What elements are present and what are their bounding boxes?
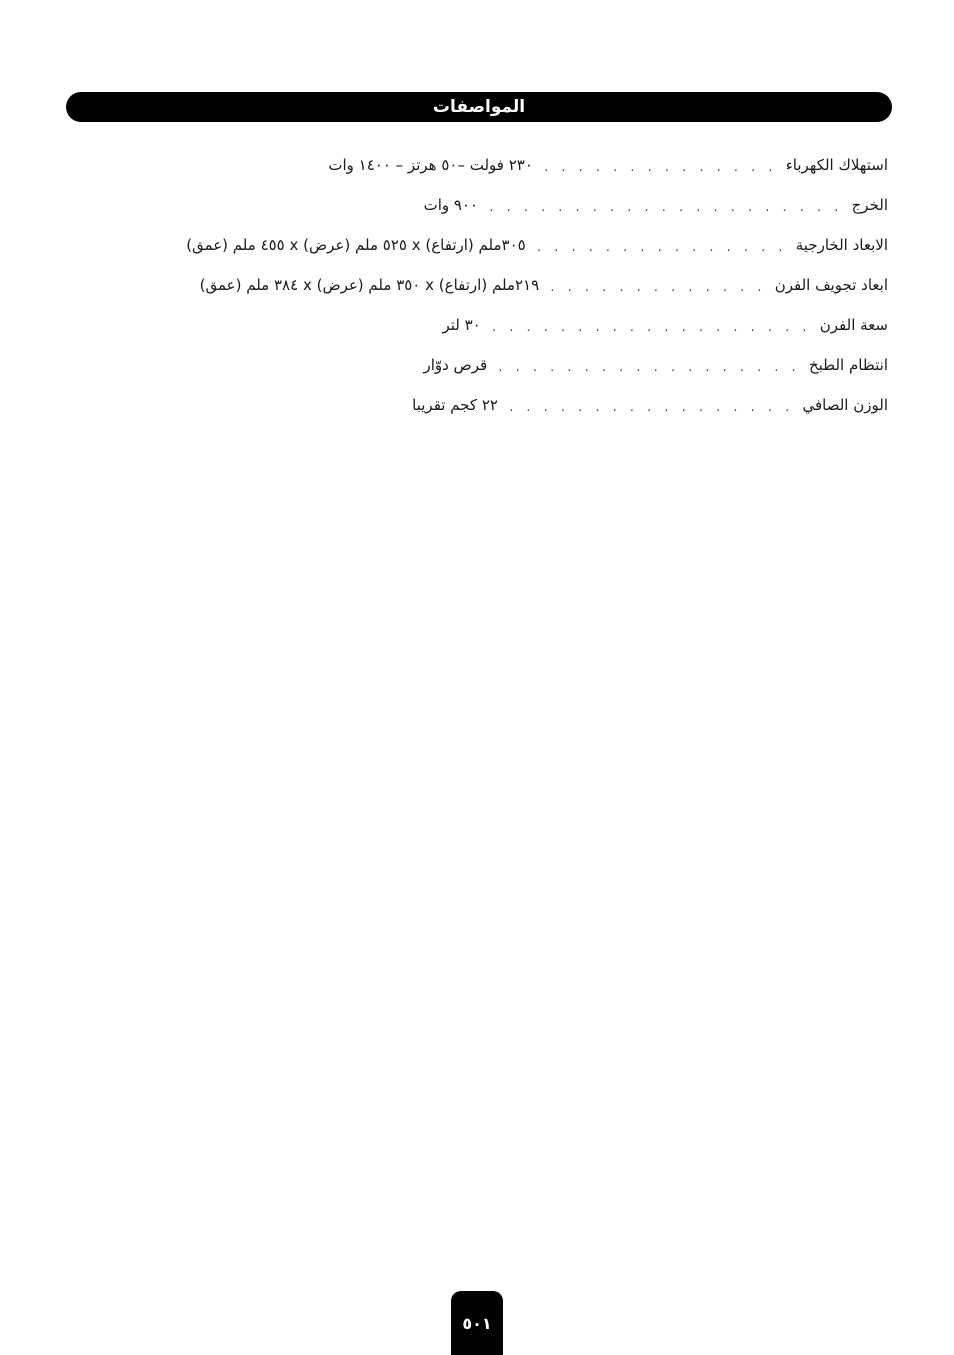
spec-row-outer-dimensions bbox=[188, 225, 888, 265]
spec-row-oven-capacity bbox=[188, 305, 888, 345]
spec-row-net-weight bbox=[188, 385, 888, 425]
section-header-bar bbox=[66, 92, 892, 122]
spec-value: قرص دوّار bbox=[423, 356, 488, 374]
spec-label: سعة الفرن bbox=[819, 316, 888, 334]
spec-label: الابعاد الخارجية bbox=[795, 236, 888, 254]
spec-label: الخرج bbox=[851, 196, 888, 214]
spec-value: ٢٣٠ فولت –٥٠ هرتز – ١٤٠٠ وات bbox=[328, 156, 533, 174]
spec-value: ٣٠ لتر bbox=[442, 316, 481, 334]
spec-label: ابعاد تجويف الفرن bbox=[774, 276, 888, 294]
spec-label: الوزن الصافي bbox=[802, 396, 888, 414]
page-number: ٥٠١ bbox=[462, 1313, 492, 1333]
spec-row-cavity-dimensions bbox=[188, 265, 888, 305]
spec-label: استهلاك الكهرباء bbox=[785, 156, 888, 174]
spec-value: ٢٢ كجم تقريبا bbox=[412, 396, 498, 414]
spec-row-output bbox=[188, 185, 888, 225]
page-title: المواصفات bbox=[432, 97, 526, 117]
dot-leader: . . . . . . . . . . . . . . . . . . bbox=[497, 360, 799, 374]
spec-label: انتظام الطبخ bbox=[808, 356, 888, 374]
dot-leader: . . . . . . . . . . . . . . . . . . . . . bbox=[488, 200, 842, 214]
spec-value: ٢١٩ملم (ارتفاع) x ٣٥٠ ملم (عرض) x ٣٨٤ ملم (عمق) bbox=[199, 276, 540, 294]
dot-leader: . . . . . . . . . . . . . bbox=[549, 280, 765, 294]
specifications-list bbox=[188, 145, 888, 425]
dot-leader: . . . . . . . . . . . . . . . . . . . bbox=[490, 320, 810, 334]
spec-value: ٩٠٠ وات bbox=[423, 196, 479, 214]
spec-row-power-consumption bbox=[188, 145, 888, 185]
spec-row-cooking-uniformity bbox=[188, 345, 888, 385]
dot-leader: . . . . . . . . . . . . . . . bbox=[535, 240, 786, 254]
page-number-tab bbox=[451, 1291, 503, 1355]
spec-value: ٣٠٥ملم (ارتفاع) x ٥٢٥ ملم (عرض) x ٤٥٥ ملم (عمق) bbox=[186, 236, 526, 254]
dot-leader: . . . . . . . . . . . . . . . . . bbox=[507, 400, 793, 414]
dot-leader: . . . . . . . . . . . . . . bbox=[542, 160, 776, 174]
